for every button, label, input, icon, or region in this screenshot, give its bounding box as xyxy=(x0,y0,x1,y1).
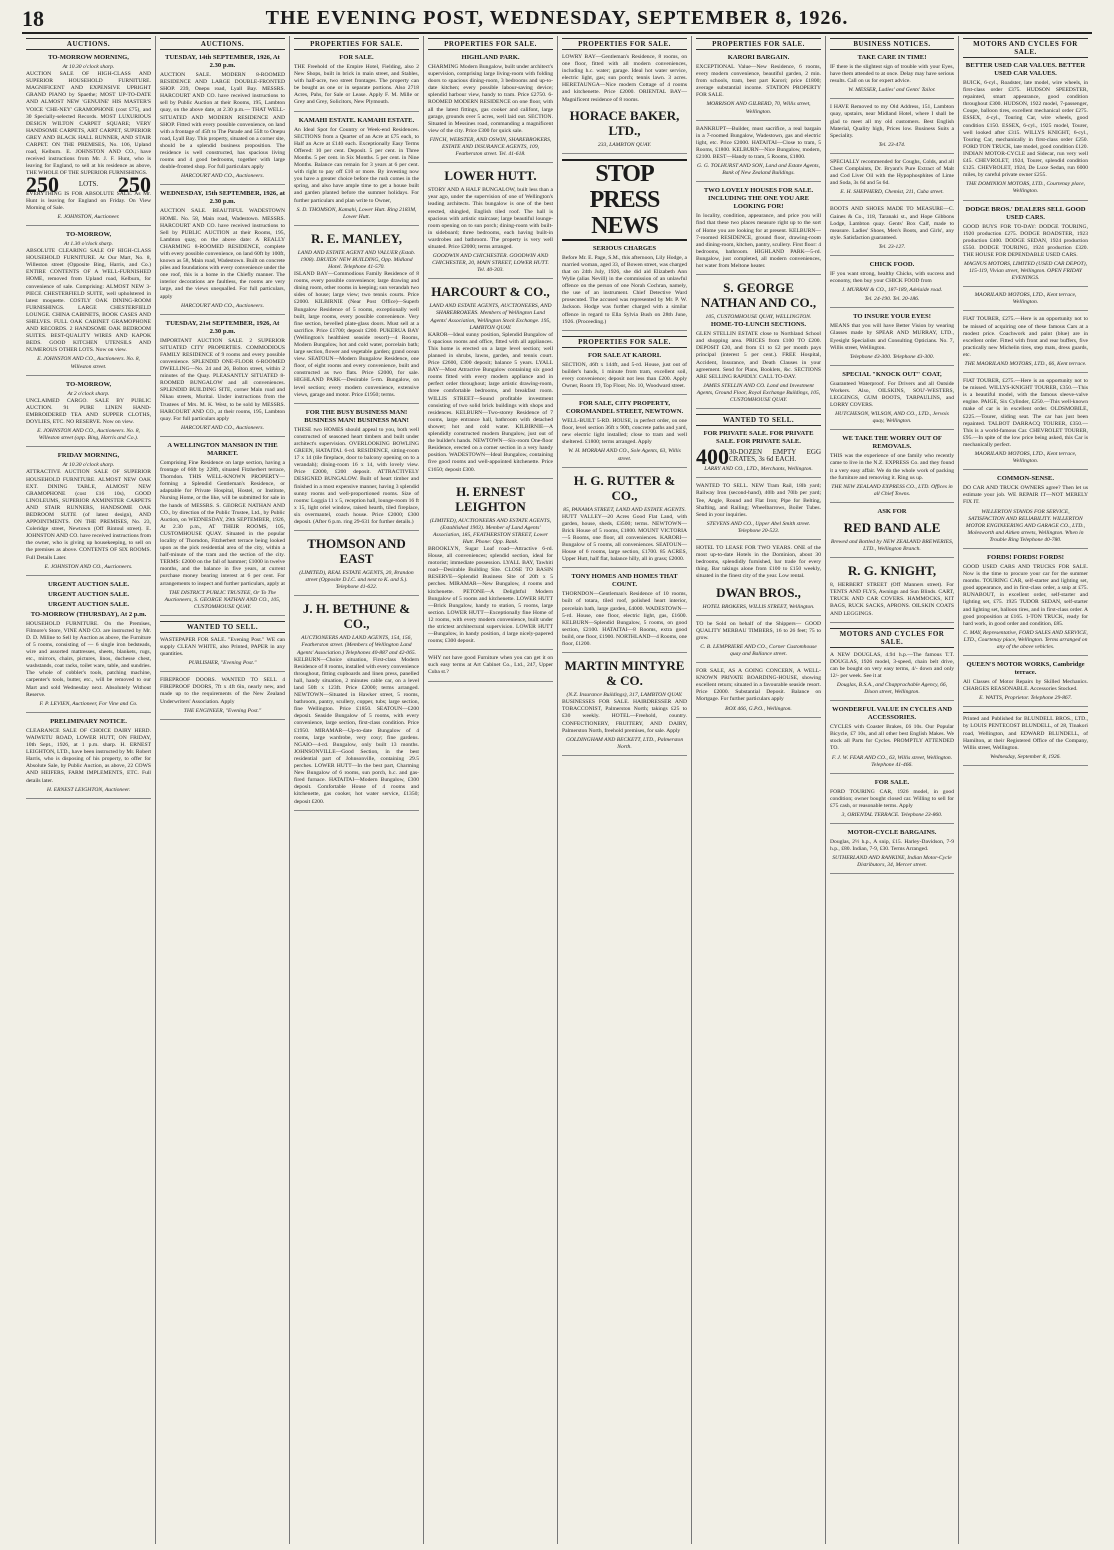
ad-body: IMPORTANT AUCTION SALE. 2 SUPERIOR SITUATED CITY PROPERTIES. COMMODIOUS FAMILY RESIDENCE of 9 rooms and every possible convenience. SPLENDID ONE-FLOOR 6-ROOMED DWELLING—No. 24 and 26, Bolton street, within 2 minutes of the Quay. PLEASANTLY SITUATED 8-ROOMED BUNGALOW and all conveniences. SPLENDID BUILDING SITE, corner Main road and Nikau streets, Muritai. Under instructions from the Trustees of Mrs. M. K. West, to be sold by MESSRS. HARCOURT AND CO., at their rooms, 195, Lambton quay. For full particulars apply xyxy=(160,337,285,422)
ad-body: Brewed and Bottled by NEW ZEALAND BREWERIES, LTD., Wellington Branch. xyxy=(830,538,954,553)
property-ad xyxy=(696,126,821,183)
agent-logo: H. ERNEST LEIGHTON xyxy=(455,483,526,514)
ad-title: FORDS! FORDS! FORDS! xyxy=(987,553,1064,561)
property-ad xyxy=(294,54,419,112)
page-number: 18 xyxy=(22,6,44,31)
ad-signature: F. J. W. FEAR AND CO., 63, Willis street, Wellington. Telephone 41-466. xyxy=(831,754,953,768)
ad-body: DO CAR AND TRUCK OWNERS agree? Then let us estimate your job. WE REPAIR IT—NOT MERELY FIX IT. xyxy=(963,485,1088,506)
column-6 xyxy=(692,36,826,1544)
ad-body: FORD TOURING CAR, 1926 model, in good condition; owner bought closed car. Willing to sell for £75 cash, or reasonable terms. Apply xyxy=(830,788,954,809)
ad-body: BANKRUPT—Builder, must sacrifice, a real bargain in a 7-roomed Bungalow, Wadestown, gas and electric light, etc. Price £2000. HATAITAI—Close to tram, 5 Rooms, £1800. KELBURN—Nice Bungalow, modern, £2100. BEST—Handy to tram, 5 Rooms, £1800. xyxy=(696,125,821,161)
ad-time: At 2 o'clock sharp. xyxy=(67,390,110,397)
ad-notice: E. JOHNSTON AND CO., have received instructions from Mr. J. F. Hunt, who is leaving for England, to sell at his residence as above, THE WHOLE OF THE SUPERIOR FURNISHINGS. xyxy=(26,149,151,177)
ad-body: WANTED TO SELL. NEW Tram Rail, 18lb yard; Railway Iron (second-hand), 40lb and 70lb per yard; Tee, Angle, Round and Flat Iron; Pipe for Belting, Shafting, and Railing; Wheelbarrows, Boiler Tubes. Send in your inquiries. xyxy=(696,483,821,518)
ad-body: BROOKLYN, Sugar Loaf road—Attractive 6-rd. House, all conveniences; splendid section, ideal for motorist; immediate possession. LYALL BAY, Tawhiti road—Desirable Building Site. CLOSE TO BASIN RESERVE—Splendid Business Site of 20ft x 5 perches. MIRAMAR—New Bungalow, 4 rooms and kitchenette. PETONE—A Delightful Modern Bungalow of 5 rooms and kitchenette. LOWER HUTT—Brick Bungalow, handy to station, 5 rooms, large section. LOWER HUTT—Exceptionally fine Home of 12 rooms, with every modern convenience, built under the strictest architectural supervision. LOWER HUTT—Bungalow, in handy position, 4 large nicely-papered rooms; £300 deposit. xyxy=(428,545,553,645)
ad-body: AUCTION SALE. BEAUTIFUL WADESTOWN HOME. No. 58, Main road, Wadestown. MESSRS. HARCOURT AND CO. have received instructions to Sell by PUBLIC AUCTION at their Rooms, 195, Lambton quay, on the above date: A REALLY CHARMING 8-ROOMED RESIDENCE, complete with every possible convenience, on land 60ft by 100ft, known as 58, Main road, Wadestown. Built on concrete piles and foundations with every convenience under the one roof, this is a home in the Chiefly manner. The interior decorations are faultless, the rooms are very large, and the views unequalled. For full particulars, apply xyxy=(160,208,285,300)
motor-ad xyxy=(963,62,1088,201)
property-ad xyxy=(562,54,687,154)
ad-body: LOWRY BAY—Gentleman's Residence, 8 rooms, on one floor, fitted with all modern conveniences, including h.c. water; garage. Ideal hot water service, electric light, gas; sun porch; tennis lawn. 3 acres. HERETAUNGA—Nice modern Cottage of 4 rooms and kitchenette. Price £2000. ORIENTAL BAY—Magnificent residence of 8 rooms. xyxy=(562,54,687,103)
ad-signature: Tel. 23-474. xyxy=(878,141,906,148)
auction-ad xyxy=(160,442,285,616)
ad-auctioneer: THE DISTRICT PUBLIC TRUSTEE, Or To The Auctioneers, S. GEORGE NATHAN AND CO., 105, CUSTOMHOUSE QUAY. xyxy=(164,589,281,610)
property-ad xyxy=(428,54,553,163)
section-heading: MOTORS AND CYCLES FOR SALE. xyxy=(963,38,1088,58)
ad-notice: E. JOHNSTON AND CO. have received instructions from the owner, who is giving up housekeeping, to sell on the premises as above. CONTENTS OF SIX ROOMS. Full Details Later. xyxy=(26,526,151,561)
business-notice xyxy=(830,563,954,622)
motor-ad xyxy=(963,378,1088,470)
ad-title: TO INSURE YOUR EYES! xyxy=(853,313,931,321)
column-4 xyxy=(424,36,558,1544)
ad-title: FOR SALE AT KARORI. xyxy=(587,351,662,359)
ad-title: TAKE CARE IN TIME! xyxy=(857,54,927,61)
section-heading: PROPERTIES FOR SALE. xyxy=(294,38,419,50)
ad-body: HOUSEHOLD FURNITURE. On the Premises, Filmore's Store, VINE AND CO. are instructed by Mr. D. D. Miline to Sell by Auction as above, the Furniture of 5 rooms, consisting of — 6 single iron bedsteads, wire and assorted mattresses, sheets, blankets, rugs, etc., mirrors, chairs, pictures, linos, duchesse chest, washstands, coat racks, toilet ware, table, and sundries. The whole of cobbler's tools, patching machine, carpenter's tools, butter, etc., will be removed to our Mart and sold Wednesday next. Absolutely Without Reserve. xyxy=(26,620,151,698)
ad-auctioneer: E. JOHNSTON AND CO., Auctioneers. No. 8, Willeston street. xyxy=(37,356,140,370)
ad-body: HOTEL TO LEASE FOR TWO YEARS. ONE of the most up-to-date Hotels in the Dominion, about 30 bedrooms, splendidly furnished, bar trade for every thing. Bar takings alone from £100 to £150 weekly, situated in the finest city of the year. Low rental. xyxy=(696,545,821,580)
property-ad xyxy=(696,187,821,275)
property-ad xyxy=(562,573,687,653)
ad-signature: MAGNUS MOTORS, LIMITED (USED CAR DEPOT), 115-119, Vivian street, Wellington. OPEN FRIDAY EVENINGS. xyxy=(963,260,1088,282)
ad-auctioneer: HARCOURT AND CO., Auctioneers. xyxy=(181,173,264,180)
ad-signature: Tel. 23-127. xyxy=(878,243,906,250)
auction-ad xyxy=(160,54,285,185)
ad-title: FOR PRIVATE SALE. FOR PRIVATE SALE. FOR PRIVATE SALE. xyxy=(703,430,814,446)
column-7 xyxy=(826,36,959,1544)
ad-signature: JAMES STELLIN AND CO. Land and Investment Agents, Ground Floor, Royal Exchange Buildings, 105, CUSTOMHOUSE QUAY. xyxy=(696,382,821,403)
ad-heading: LOWER HUTT. xyxy=(444,168,537,184)
ad-note: EVERYTHING IS FOR ABSOLUTE SALE. As Mr. Hunt is leaving for England on Friday. On View Morning of Sale. xyxy=(26,190,151,211)
ad-title: FOR SALE, CITY PROPERTY, COROMANDEL STREET, NEWTOWN. xyxy=(565,400,684,416)
ad-body: BUSINESSES FOR SALE. HAIRDRESSER AND TOBACCONIST, Palmerston North; takings £25 to £30 weekly. HOTEL—Freehold, country. CONFECTIONERY, FRUITERY, AND DAIRY, Palmerston North, freehold premises, for sale. Apply xyxy=(562,699,687,734)
section-heading: PROPERTIES FOR SALE. xyxy=(428,38,553,50)
agent-logo: J. H. BETHUNE & CO., xyxy=(302,601,411,632)
property-ad xyxy=(696,54,821,121)
ad-body: THIS was the experience of one family who recently came to live in the N.Z. EXPRESS Co. and they found it a very easy affair. We do the whole work of packing the furniture and removing it. Ring us up. xyxy=(830,453,954,481)
ad-title: FOR THE BUSY BUSINESS MAN! BUSINESS MAN! BUSINESS MAN! xyxy=(304,408,409,424)
brand-logo: RED BAND ALE xyxy=(843,519,941,535)
ad-signature: THE DOMINION MOTORS, LTD., Courtenay place, Wellington. xyxy=(966,181,1085,195)
business-notice xyxy=(830,435,954,503)
agent-details: 105, CUSTOMHOUSE QUAY, WELLINGTON. xyxy=(705,314,812,321)
ad-title: QUEEN'S MOTOR WORKS, Cambridge terrace. xyxy=(966,661,1085,677)
column-5 xyxy=(558,36,692,1544)
ad-body: SECTION, 46ft x 144ft, and 5-rd. House, just out of builder's hands, 1 minute from tram, excellent soil, every convenience; deposit not less than £200. Apply Owner, Room 19, Top Floor, No. 10, Woodward street. xyxy=(562,361,687,389)
crate-count: 400 xyxy=(696,443,729,469)
property-ad xyxy=(562,658,687,756)
ad-signature: FINCH, WEBSTER, AND OSWIN, SHAREBROKERS, ESTATE AND INSURANCE AGENTS, 109, Featherston street. Tel. 41-618. xyxy=(429,136,552,158)
property-ad xyxy=(294,117,419,226)
property-ad xyxy=(562,473,687,569)
ad-body: Douglas, 2½ h.p., A snip, £15. Harley-Davidson, 7-9 h.p., £80. Indian, 7-9, £30. Terms Arranged. xyxy=(830,839,954,853)
stop-press-banner: STOP PRESS NEWS xyxy=(562,159,687,241)
ad-signature: THE ENGINEER, "Evening Post." xyxy=(183,707,262,714)
column-2 xyxy=(156,36,290,1544)
ad-auctioneer: H. ERNEST LEIGHTON, Auctioneer. xyxy=(46,786,131,793)
agent-logo: DWAN BROS., xyxy=(716,584,801,600)
ad-body: EXCEPTIONAL Value—New Residence, 6 rooms, every modern convenience, beautiful garden, 2 min. from schools, tram, best part Karori; price £1800; average substantial income. STATION PROPERTY FOR SALE. xyxy=(696,64,821,99)
ad-title: SPECIAL "KNOCK OUT" COAT, xyxy=(842,370,942,378)
ad-title: TWO LOVELY HOUSES FOR SALE. INCLUDING THE ONE YOU ARE LOOKING FOR! xyxy=(703,187,814,211)
ad-signature: C. B. LEMPRIERE AND CO., Corner Customhouse quay and Ballance street. xyxy=(700,643,817,657)
ad-title: BETTER USED CAR VALUES. BETTER USED CAR VALUES. xyxy=(965,62,1086,77)
ad-signature: HUTCHESON, WILSON, AND CO., LTD., Jervois quay, Wellington. xyxy=(835,411,949,425)
ad-body: THESE two HOMES should appeal to you, both well constructed of seasoned heart timbers and built under architect's supervision. OVERLOOKING BOWLING GREEN, HATAITAI. 6-rd. RESIDENCE, sitting-room 17 x 14 (tile fireplace, door to balcony opening on to a verandah); dining-room 16 x 14, with lovely view. Price £2000, £200 deposit. ATTRACTIVELY DESIGNED BUNGALOW. Built of heart timber and finished in a most expensive manner, having 3 splendid sunny rooms and well-proportioned rooms. Size of rooms: Loggia 11 x 5, reception hall, lounge-room 16 ft x 15, light oriel window, raised hearth, tiled fireplace, six overmantel, coach house. Price £2000; £300 deposit. (After 6 p.m. ring 29-631 for further details.) xyxy=(294,426,419,525)
ad-body: A NEW DOUGLAS, 4.94 h.p.—The famous T.T. DOUGLAS, 1926 model, 3-speed, chain belt drive, can be bought on very easy terms, 4/- down and only 12/- per week. See it at xyxy=(830,651,954,679)
agent-details: AUCTIONEERS AND LAND AGENTS, 154, 156, Featherston street. (Members of Wellington Land Agents' Association.) Telephones 40-887 and 42-065. xyxy=(296,635,417,656)
lots-count-right: 250 xyxy=(118,171,151,197)
property-ad xyxy=(294,409,419,531)
auction-ad xyxy=(26,54,151,226)
motor-ad xyxy=(963,206,1088,288)
section-heading: AUCTIONS. xyxy=(26,38,151,50)
motor-ad xyxy=(830,829,954,874)
ad-body: GOOD USED CARS AND TRUCKS FOR SALE. Now is the time to procure your car for the summer months. TOURING CAR, self-starter and lighting set, good appearance, and in first-class order, a snip at £75. RUNABOUT, in excellent order, self-starter and lighting set, £75. 1925 TUDOR SEDAN, self-starter and lighting set, balloon tires, and in first-class order. A good proposition at £165. 1-TON TRUCK, ready for hard work, in good order and condition, £85. xyxy=(963,563,1088,627)
ad-title: A WELLINGTON MANSION IN THE MARKET. xyxy=(167,441,278,457)
agent-details: LAND AND ESTATE AGENTS, AUCTIONEERS, AND SHAREBROKERS. Members of Wellington Land Agents' Association, Wellington Stock Exchange. 195, LAMBTON QUAY. xyxy=(429,303,552,331)
auction-ad xyxy=(26,452,151,575)
ad-signature: Douglas, B.S.A., and Chapprachable Agency, 66, Dixon street, Wellington. xyxy=(836,681,948,696)
section-heading: PROPERTIES FOR SALE. xyxy=(562,38,687,50)
story-headline: SERIOUS CHARGES xyxy=(592,244,657,252)
ad-title: WEDNESDAY, 15th SEPTEMBER, 1926, at 2.30 p.m. xyxy=(160,190,285,206)
classified-ad xyxy=(428,655,553,681)
masthead xyxy=(22,6,1092,34)
ad-body: WELL-BUILT 5-RD. HOUSE, in perfect order, on one floor, level section 36ft x 90ft, concrete paths and yard, new electric light installed; close to tram and well sheltered. £1800; terms arranged. Apply xyxy=(562,418,687,446)
ad-body: Guaranteed Waterproof. For Drivers and all Outside Workers. Also, OILSKINS, SOU'-WESTERS, LEGGINGS, GUM BOOTS, TARPAULINS, and LORRY COVERS. xyxy=(830,380,954,409)
ad-signature: S. D. THOMSON, Kamahi, Lower Hutt. Ring 2183M, Lower Hutt. xyxy=(296,206,417,220)
auction-ad xyxy=(160,190,285,314)
motor-ad xyxy=(830,706,954,774)
ad-signature: W. H. MORRAH AND CO., Sole Agents, 63, Willis street. xyxy=(568,448,681,462)
ad-body: GLEN STELLIN ESTATE close to Northland School and shopping area. PRICES from £100 TO £200. DEPOSIT £20, and from £1 to £2 per month pays principal (interest 5 per cent.). FREE Hospital, Accident, Insurance, and Death Clauses in your agreement. Send for Plans, Booklets, &c. SECTIONS ARE SELLING RAPIDLY. CALL TO-DAY. xyxy=(696,331,821,380)
newspaper-title: THE EVENING POST, WEDNESDAY, SEPTEMBER 8, 1926. xyxy=(265,7,849,29)
ad-body: MEANS that you will have Better Vision by wearing Glasses made by SPEAR AND MURRAY, LTD., Eyesight Specialists and Consulting Opticians. No. 7, Willis street, Wellington. xyxy=(830,323,954,351)
ad-body: THE Freehold of the Empire Hotel, Fielding, also 2 New Shops, built in brick in main street, and Stables, with half-acre, two street frontages. The property can be bought as one or in separate portions. Also 2718 Acres, Pahs, for Sale or Lease. Apply F. M. Mille or Grey and Grey, Solicitors, New Plymouth. xyxy=(294,64,419,106)
motor-ad xyxy=(963,554,1088,656)
ad-signature: WILLERTON STANDS FOR SERVICE, SATISFACTION AND RELIABILITY. WILLERTON MOTOR ENGINEERING AND GARAGE CO., LTD., Molesworth and Aitken streets, Wellington. When in Trouble Ring Telephone 40-780. xyxy=(965,508,1086,543)
property-ad xyxy=(294,601,419,810)
ad-signature: SUTHERLAND AND RANKINE, Indian Motor-Cycle Distributors, 34, Mercer street. xyxy=(832,855,952,869)
ad-body: BUICK, 6-cyl., Roadster, late model, wire wheels, in first-class order £375. HUDSON SPEEDSTER, repainted, smart appearance, good condition throughout £300. HUDSON, 1922 model, 7-passenger, Coupe, balloon tires, excellent mechanical order £275. ESSEX, 4-cyl., Touring Car, wire wheels, good condition £150. ESSEX, 6-cyl., 1925 model, Tourer, well looked after £315. WILLYS KNIGHT, 6-cyl., Touring Car, mechanically in first-class order £250. FORD TON TRUCK, late model, good condition £120. INDIAN MOTOR-CYCLE and Sidecar, run very well £45. CHEVROLET, 1924, Tourer, splendid condition £125. CHEVROLET, 1924, De Luxe Sedan, run 6000 miles, by careful private owner £255. xyxy=(963,80,1088,179)
ad-auctioneer: HARCOURT AND CO., Auctioneers. xyxy=(181,302,264,309)
agent-logo: THOMSON AND EAST xyxy=(307,536,406,567)
ad-signature: G. G. TOLHURST AND SON, Land and Estate Agents, Bank of New Zealand Buildings. xyxy=(697,163,820,177)
classified-ad xyxy=(696,545,821,616)
section-heading: MOTORS AND CYCLES FOR SALE. xyxy=(830,628,954,648)
ad-signature: 3, ORIENTAL TERRACE. Telephone 23-860. xyxy=(841,812,943,818)
ad-signature: J. MURRAY & CO., 187-189, Adelaide road. xyxy=(841,287,943,294)
ad-title: HIGHLAND PARK. xyxy=(461,54,520,61)
ad-title: TONY HOMES AND HOMES THAT COUNT. xyxy=(571,573,678,589)
classified-ad xyxy=(696,430,821,478)
ad-title: FRIDAY MORNING, xyxy=(57,452,120,460)
business-notice xyxy=(830,104,954,154)
ad-body: In locality, condition, appearance, and price you will find that these two places measure right up to the sort of Home you are looking for at present. KELBURN—7-roomed RESIDENCE, ground floor, drawing-room and dining-room, kitchen, pantry, scullery. First floor: 4 bedrooms, bathroom. HIGHLAND PARK—5-rd. Bungalow, just completed, all modern conveniences, hot water from Meltone heater. xyxy=(696,213,821,269)
story-body: Before Mr. E. Page, S.M., this afternoon, Lily Hodge, a married woman, aged 33, of Bowen street, was charged that on 24th July, 1926, she did aid Elizabeth Ann Wylie (alias Nevill) in the commission of an unlawful offence on the person of one Norah Cochran, namely, the use of an instrument. Chief Detective Ward prosecuted. The accused was represented by Mr. P. W. Jackson. Hodge was further charged with a similar offence in regard to Ella Sylvia Bush on 28th June, 1926. (Proceeding.) xyxy=(562,254,687,325)
ad-body: Comprising Fine Residence on large section, having a frontage of 66ft by 228ft, situated Fitzherbert terrace, Thorndon. THIS WELL-KNOWN PROPERTY—forming a Splendid Gentleman's Residence, or adaptable for Private Hospital, Hostel, or Institute, Nursing Home, or the like, will be submitted for sale in the hands of MESSRS. S. GEORGE NATHAN AND CO., by direction of the Public Trustee, Ltd., by Public Auction, on WEDNESDAY, 29th SEPTEMBER, 1926, At 2.30 p.m., AT THEIR ROOMS, 105, CUSTOMHOUSE QUAY. Situated in the popular locality of Thorndon, Fitzherbert terrace being looked upon as the pick residential area of the city, within a half-minute of the tram and the section of the city. TERMS: £2000 on the fall of hammer; £1000 in twelve months, and the balance in five years, at current purchase money bearing interest at 6 per cent. For arrangements to inspect and further particulars, apply at xyxy=(160,459,285,587)
ad-title: WONDERFUL VALUE IN CYCLES AND ACCESSORIES. xyxy=(832,706,952,722)
ad-body: HUTT VALLEY—20 Acres Good Flat Land, with garden, house, sheds, £3500; terms. NEWTOWN—Brick House of 5 rooms, £1800. MOUNT VICTORIA—5 Rooms, one floor, all conveniences. KARORI—Bungalow of 5 rooms, all conveniences. SEATOUN—House of 6 rooms, large section, £1700. 85 ACRES, Upper Hutt, half flat, balance hilly, all in grass; £2000. xyxy=(562,513,687,563)
ad-body: 8, HERBERT STREET (Off Manners street). For TENTS AND FLYS, Awnings and Sun Blinds. CART, TRUCK AND CAR COVERS. HAMMOCKS, KIT BAGS, RUCK SACKS, APRONS. OILSKIN COATS AND LEGGINGS. xyxy=(830,582,954,617)
property-ad xyxy=(428,168,553,279)
ad-signature: MORRISON AND GILBERD, 70, Willis street, Wellington. xyxy=(706,101,811,115)
crate-banner xyxy=(696,443,821,469)
classified-ad xyxy=(160,637,285,672)
ad-body: An Ideal Spot for Country or Week-end Residences. SECTIONS from a Quarter of an Acre at £75 each, to Half an Acre at £140 each. Exceptionally Easy Terms Offered: 10 per cent. Deposit. 5 per cent. in Three Months. 5 per cent. in Six Months. 5 per cent. in Nine Months. Balance can remain for 3 years at 6 per cent. with right to pay off £10 or more. By investing now you have a greater choice before the rush comes in the spring, and also have ample time to get a house built and garden planted before the summer holidays. For further particulars and plan write to Owner, xyxy=(294,126,419,204)
ad-signature: THE NEW ZEALAND EXPRESS CO., LTD. Offices in all Chief Towns. xyxy=(831,483,953,497)
agent-logo: H. G. RUTTER & CO., xyxy=(573,472,676,503)
ad-title: WE TAKE THE WORRY OUT OF REMOVALS. xyxy=(842,435,942,451)
ad-body: ISLAND BAY—Commodious Family Residence of 8 rooms, every possible convenience; large drawing and dining room, other rooms in keeping; sun verandah two sides of house; large view; two tennis courts. Price £2000. KILBIRNIE (Near Post Office)—Superb Bungalow Residence of 5 rooms, exceptionally well built, large rooms, every possible convenience. Very fine section, bevelled plate-glass doors. Must sell at a sacrifice. Price £1700; deposit £200. PUKERUA BAY (Wellington's healthiest seaside resort)—4 Rooms, Modern Bungalow, hot and cold water, porcelain bath; large section, flower and vegetable garden; grand ocean view. SEATOUN—Modern Bungalow Residence, one floor, of eight rooms and every convenience, built and constructed as two flats. Price £2000, for sale. HIGHLAND PARK—Desirable 5-rm. Bungalow, on level section; every modern convenience, extensive views, garage and motor. Price £1950; terms. xyxy=(294,271,419,398)
ad-auctioneer: E. JOHNSTON AND CO., Auctioneers. xyxy=(44,563,133,570)
auction-ad xyxy=(160,320,285,437)
agent-logo: HARCOURT & CO., xyxy=(431,284,550,300)
ad-body: THORNDON—Gentleman's Residence of 10 rooms, built of totara, tiled roof, polished heart interior, porcelain bath, large garden, £4000. WADESTOWN—5-rd. House, one floor, electric light, gas, £1600. KELBURN—Splendid Bungalow, 5 rooms, on good section, £2100. HATAITAI—8 Rooms, extra good build, one floor, £1900. NORTHLAND—4 Rooms, one floor, £1200. xyxy=(562,591,687,648)
section-heading: PROPERTIES FOR SALE. xyxy=(696,38,821,50)
ad-body: FIREPROOF DOORS. WANTED TO SELL 4 FIREPROOF DOORS, 7ft x 4ft 6in, nearly new, and made up to the requirements of the New Zealand Underwriters' Association. Apply xyxy=(160,677,285,705)
agent-logo: HORACE BAKER, LTD., xyxy=(569,107,680,138)
property-ad xyxy=(294,536,419,596)
ad-time: At 10.30 o'clock sharp. xyxy=(62,64,115,70)
agent-logo: MARTIN MINTYRE & CO. xyxy=(564,658,685,689)
ad-time: At 10.30 o'clock sharp. xyxy=(62,462,115,469)
business-notice xyxy=(830,159,954,201)
motor-ad xyxy=(963,292,1088,311)
ad-body: FOR SALE, AS A GOING CONCERN, A WELL-KNOWN PRIVATE BOARDING-HOUSE, showing excellent return; situated in a favourable seaside resort. Price £2000. Substantial Deposit. Balance on Mortgage. For further particulars apply xyxy=(696,668,821,703)
ad-body: WHY not have good Furniture when you can get it on such easy terms at Art Cabinet Co., Ltd., 247, Upper Cuba st.? xyxy=(428,655,553,676)
lots-count-left: 250 xyxy=(26,171,59,197)
ad-signature: GOODWIN AND CHICHESTER. GOODWIN AND CHICHESTER, 20, MAIN STREET, LOWER HUTT. Tel. 40-303. xyxy=(432,253,549,274)
ad-title: TO-MORROW, xyxy=(65,380,112,388)
motor-ad xyxy=(963,316,1088,373)
ad-body: ABSOLUTE CLEARING SALE OF HIGH-CLASS HOUSEHOLD FURNITURE. At Our Mart, No. 8, Willeston street (Opposite Bing, Harris, and Co.) ENTIRE CONTENTS OF A WELL-FURNISHED HOME, removed from Upland road, Kelburn, for convenience of sale. Comprising: ALMOST NEW 3-PIECE CHESTERFIELD SUITE, well upholstered in latest moquette. COSTLY OAK DINING-ROOM FURNISHINGS. LARGE CHESTERFIELD LOUNGE. CHINA CABINETS, BOOK CASES AND SHELVES. FULL OAK CABINET GRAMOPHONE AND RECORDS. 2 HANDSOME OAK BEDROOM SUITES. BEST-QUALITY WIRES AND KAPOK BEDS. GOOD KITCHEN UTENSILS AND NUMEROUS OTHER LOTS. Now on view. xyxy=(26,248,151,354)
business-notice xyxy=(830,313,954,365)
brand-logo: R. G. KNIGHT, xyxy=(847,563,937,579)
ad-body: STORY AND A HALF BUNGALOW, built less than a year ago, under the supervision of one of Wellington's leading architects. This bungalow is one of the best erected, shingled, English tiled roof. The hall is spacious with artistic staircase; large beautiful lounge-room opening on to sun porch; dining-room with built-in sideboard; three bedrooms, each having built-in wardrobes and bathroom. The property is very well situated. Price £2000; terms arranged. xyxy=(428,187,553,250)
ad-title: PRELIMINARY NOTICE. xyxy=(50,717,127,725)
classified-ad xyxy=(696,483,821,540)
ad-title: TO-MORROW (THURSDAY), At 2 p.m. xyxy=(30,610,147,618)
imprint-text: Printed and Published for BLUNDELL BROS., LTD., by LOUIS PENTECOST BLUNDELL, of 28, Tinakori road, Wellington, and EDWARD BLUNDELL, of Hamilton, at their Registered Office of the Company, Willis street, Wellington. xyxy=(963,716,1088,751)
ad-auctioneer: F. P. LEVIEN, Auctioneer, For Vine and Co. xyxy=(39,700,138,707)
stop-press-story xyxy=(562,245,687,331)
urgent-line: URGENT AUCTION SALE. xyxy=(47,590,130,598)
ad-title: HOME-TO-LUNCH SECTIONS. xyxy=(710,321,807,329)
ad-signature: E. WATTS, Proprietor. Telephone 29-867. xyxy=(979,695,1072,702)
business-notice xyxy=(830,508,954,558)
column-3 xyxy=(290,36,424,1544)
ad-title: FOR SALE. xyxy=(874,778,910,786)
section-heading: PROPERTIES FOR SALE. xyxy=(562,336,687,348)
lots-banner xyxy=(26,171,151,197)
auction-ad xyxy=(26,381,151,448)
ad-signature: MAORILAND MOTORS, LTD., Kent terrace, Wellington. xyxy=(974,451,1077,465)
ad-title: KARORI BARGAIN. xyxy=(727,54,790,61)
ad-telephone: Tel. 24-190. Tel. 20-186. xyxy=(864,296,920,303)
column-1 xyxy=(22,36,156,1544)
agent-details: 85, PANAMA STREET, LAND AND ESTATE AGENTS. xyxy=(563,506,686,513)
ad-body: IF there is the slightest sign of trouble with your Eyes, have them attended to at once. Delay may have serious results. Call on us for expert advice. xyxy=(830,64,954,85)
ad-title: TO-MORROW MORNING, xyxy=(48,54,129,61)
ad-signature: STEVENS AND CO., Upper Abel Smith street. Telephone 20-523. xyxy=(706,520,811,534)
ad-title: FOR SALE. xyxy=(339,54,374,61)
business-notice xyxy=(830,371,954,431)
ad-body: TO be Sold on behalf of the Shippers— GOOD QUALITY MERBAU TIMBERS, 16 to 26 feet; 75 to grow. xyxy=(696,620,821,641)
agent-details: HOTEL BROKERS, WILLIS STREET, Wellington. xyxy=(702,603,815,610)
property-ad xyxy=(428,284,553,478)
ad-body: KAROR—Ideal sunny position, Splendid Bungalow of 6 spacious rooms and office, fitted with all appliances. This home is erected on a large level section; well planned in shrubs, lawns, garden, and tennis court. Price £2600, £300 deposit; balance 5 years. LYALL BAY—Most Attractive Bungalow containing six good rooms fitted with every modern appliance and in perfect order throughout; large artistic drawing-room, three comfortable bedrooms, and breakfast room. WILLIS STREET—Sound profitable investment consisting of two solid brick buildings with shops and residences. KELBURN—Two-storey Residence of 7 rooms, large entrance hall, bathroom with detached shower; hot and cold water. KILBIRNIE—A splendidly constructed modern Bungalow, just out of the builder's hands. NEWTOWN—Six-room One-floor Residence, erected on a corner section in a very handy position. WADESTOWN—Ideal Bungalow, containing five good rooms and well-appointed kitchenette. Price £1650; deposit £300. xyxy=(428,331,553,473)
auction-ad xyxy=(26,231,151,376)
business-notice xyxy=(830,54,954,99)
section-heading: WANTED TO SELL. xyxy=(696,414,821,426)
printer-imprint xyxy=(963,712,1088,766)
ad-title: KAMAHI ESTATE. KAMAHI ESTATE. xyxy=(298,116,415,124)
ad-body: BOOTS AND SHOES MADE TO MEASURE—C. Gaines & Co., 118, Taranaki st., and Hope Gibbons Lodge, Lambton quay. Gents' Box Calf, made to measure. Ladies' Shoes, Men's Boots, and Girls', any style. Satisfaction guaranteed. xyxy=(830,206,954,241)
classified-ad xyxy=(160,677,285,719)
crate-description: 30-DOZEN EMPTY EGG CRATES, 3s 6d EACH. xyxy=(729,448,821,464)
ad-title: TUESDAY, 21st SEPTEMBER, 1926, At 2.30 p.m. xyxy=(165,319,280,335)
ad-body: IF you want strong, healthy Chicks, with success and economy, then buy your CHICK FOOD from xyxy=(830,270,954,285)
business-notice xyxy=(830,261,954,308)
ad-signature: W. MESSER, Ladies' and Gents' Tailor. xyxy=(848,87,936,94)
agent-logo: S. GEORGE NATHAN AND CO., xyxy=(700,280,817,311)
agent-details: 233, LAMBTON QUAY. xyxy=(597,141,652,148)
ad-title: TO-MORROW, xyxy=(65,230,112,238)
ad-signature: C. MAY, Representative, FORD SALES AND SERVICE, LTD., Courtenay place, Wellington. Terms arranged on any of the above vehicles. xyxy=(963,629,1088,650)
ad-title: MOTOR-CYCLE BARGAINS. xyxy=(847,829,937,837)
property-ad xyxy=(294,231,419,404)
urgent-line: URGENT AUCTION SALE. xyxy=(47,600,130,608)
ad-body: CHARMING Modern Bungalow, built under architect's supervision, comprising large living-room with folding doors to spacious dining-room, 3 bedrooms and up-to-date kitchen; every possible labour-saving device; splendid harbour view, handy to tram. Price £2750. 6-ROOMED MODERN RESIDENCE on one floor, with all the latest fittings, gas cooker and califont, large garage, grounds over 5 acres, well laid out. SECTION. Situated in Messines road, commanding a magnificent view of the city. Price £300 for quick sale. xyxy=(428,64,553,134)
ad-title: DODGE BROS.' DEALERS SELL GOOD USED CARS. xyxy=(965,205,1086,221)
classified-ad xyxy=(696,621,821,663)
motor-ad xyxy=(963,661,1088,707)
ad-signature: BOX 466, G.P.O., Wellington. xyxy=(725,705,792,712)
lots-label: LOTS. xyxy=(78,179,99,188)
ad-telephone: Telephone 43-300. Telephone 43-300. xyxy=(849,353,935,360)
ad-body: FIAT TOURER, £275.—Here is an opportunity not to be missed of acquiring one of these famous Cars at a modest price. Coachwork and paint (blue) are in excellent order. Fitted with front and rear buffers, five practically new Michelin tires, step mats, dress guards, etc. xyxy=(963,316,1088,358)
property-ad xyxy=(428,484,553,651)
ad-auctioneer: E. JOHNSTON, Auctioneer. xyxy=(57,213,120,220)
ad-body: CLEARANCE SALE OF CHOICE DAIRY HERD. WAIWETU ROAD, LOWER HUTT, ON FRIDAY, 10th Sept., 1926, at 1 p.m. sharp. H. ERNEST LEIGHTON, LTD., have been instructed by Mr. Robert Harris, who is disposing of his property, to offer for Absolute Sale, by Public Auction, as above, 22 COWS AND HEIFERS, FARM IMPLEMENTS, ETC. Full details later. xyxy=(26,727,151,784)
classified-ad xyxy=(696,668,821,718)
ad-title: CHICK FOOD. xyxy=(869,260,915,268)
ad-signature: THE MAORILAND MOTORS, LTD., 66, Kent terrace. xyxy=(964,361,1087,367)
property-ad xyxy=(696,280,821,409)
motor-ad xyxy=(830,652,954,702)
ad-signature: LARRY AND CO., LTD., Merchants, Wellington. xyxy=(704,466,813,473)
ad-body: GOOD BUYS FOR TO-DAY: DODGE TOURING, 1920 production £275. DODGE ROADSTER, 1923 production £400. DODGE SEDAN, 1924 production £550. DODGE TOURING, 1924 production £320. THE HOUSE FOR DEPENDABLE USED CARS. xyxy=(963,223,1088,258)
ad-body: SPECIALLY recommended for Coughs, Colds, and all Chest Complaints, Dr. Bryant's Pure Extract of Malt and Cod Liver Oil with the Hypophosphites of Lime and Soda, 3s 6d and 5s 6d. xyxy=(830,158,954,187)
ad-signature: MAORILAND MOTORS, LTD., Kent terrace, Wellington. xyxy=(974,292,1077,306)
ad-time: At 1.30 o'clock sharp. xyxy=(64,240,113,247)
ad-body: UNCLAIMED CARGO. SALE BY PUBLIC AUCTION. 91 PURE LINEN HAND-EMBROIDERED TEA AND SUPPER CLOTHS, DOYLIES, ETC. NO RESERVE. Now on view. xyxy=(26,397,151,426)
ad-body: WASTEPAPER FOR SALE. "Evening Post." WE can supply CLEAN WHITE, also Printed, PAPER in any quantities. xyxy=(160,636,285,658)
property-ad xyxy=(562,400,687,468)
section-heading: AUCTIONS. xyxy=(160,38,285,50)
ad-body: KELBURN—Choice situation, First-class Modern Residence of 8 rooms, installed with every convenience throughout, fitting cupboards and linen press, panelled hall, handy situation, 2 minutes cable car, on a level land 50ft x 123ft. Price £2000; terms arranged. NEWTOWN—Situated in Hawker street, 5 rooms, bathroom, pantry, scullery, copper, tubs; large section, fine Wellington. Price £1850. SEATOUN—£200 deposit. Seaside Bungalow of 5 rooms, with every convenience, large section, first-class condition. Price £1950. MIRAMAR—Up-to-date Bungalow of 4 rooms, large wardrobe, very cosy; fine gardens. NGAIO—4-rd. Bungalow, only built 13 months. JOHNSONVILLE—Good Section, in the best residential part of Johnsonville, containing 29.5 perches. LOWER HUTT—In the best part, Charming New Bungalow of 6 rooms, sun porch, h.c. and gas-fired furnace. HATAITAI—Modern Bungalow, £300 deposit. Comfortable House of 4 rooms and kitchenette, gas cooker, hot water service, £1350; deposit £200. xyxy=(294,656,419,805)
ad-auctioneer: E. JOHNSTON AND CO., Auctioneers. No. 8, Willeston street (opp. Bing, Harris and Co.). xyxy=(37,428,140,442)
ad-body: AUCTION SALE OF HIGH-CLASS AND SUPERIOR HOUSEHOLD FURNITURE. MAGNIFICENT AND EXPENSIVE UPRIGHT GRAND PIANO by Spaethe; MOST UP-TO-DATE AND ALMOST NEW 'GENUINE' HIS MASTER'S VOICE 'CHE-NEY' GRAMOPHONE (cost £75), and 30 Specially-selected Records. MOST LUXURIOUS DESIGN WILTON CARPET SQUARE; VERY HANDSOME CARPETS, ART CARPET, SUPERIOR GREY AND BLACK HALL RUNNER, AND STAIR CARPET. ON THE PREMISES, No. 106, Upland road, Kelburn. xyxy=(26,71,151,156)
agent-details: LAND AND ESTATE AGENT AND VALUER (Estab. 1908). DRUIDS' NEW BUILDING, Opp. Midland Hotel. Telephone 41-570. xyxy=(297,249,416,270)
agent-details: (N.Z. Insurance Buildings), 317, LAMBTON QUAY. xyxy=(566,692,683,699)
column-8 xyxy=(959,36,1092,1544)
property-ad xyxy=(562,352,687,395)
motor-ad xyxy=(830,779,954,824)
ad-signature: E. H. SHEPHERD, Chemist, 211, Cuba street. xyxy=(840,189,944,196)
ad-title: COMMON-SENSE. xyxy=(997,475,1054,483)
ad-body: CYCLES with Coaster Brakes, £6 10s. Our Popular Bicycle, £7 10s, and all other best English Makes. We stock all Parts for Cycles. PROMPTLY ATTENDED TO. xyxy=(830,724,954,752)
agent-details: (LIMITED), AUCTIONEERS AND ESTATE AGENTS, (Established 1903). Member of Land Agents' Association, 185, FEATHERSTON STREET, Lower Hutt. Phone: Opp. Bank. xyxy=(429,517,552,545)
ad-body: All Classes of Motor Repairs by Skilled Mechanics. CHARGES REASONABLE. Accessories Stocked. xyxy=(963,679,1088,693)
ad-auctioneer: HARCOURT AND CO., Auctioneers. xyxy=(181,424,264,431)
business-notice xyxy=(830,206,954,256)
agent-details: (LIMITED), REAL ESTATE AGENTS, 20, Brandon street (Opposite D.I.C. and next to K. and S.). Telephone 41-622. xyxy=(299,570,414,591)
imprint-date: Wednesday, September 8, 1926. xyxy=(990,753,1061,760)
urgent-line: URGENT AUCTION SALE. xyxy=(47,580,130,588)
agent-logo: R. E. MANLEY, xyxy=(311,230,402,246)
ad-body: AUCTION SALE. MODERN 8-ROOMED RESIDENCE AND LARGE DOUBLE-FRONTED SHOP. 239, Onepu road, Lyall Bay. MESSRS. HARCOURT AND CO. have received instructions to sell by Public Auction at their Rooms, 195, Lambton quay, on the above date, at 2.30 p.m.— THAT WELL-SITUATED AND MODERN RESIDENCE AND SHOP. Fitted with every possible convenience, on land with a frontage of 45ft to The Parade and 55ft to Onepu road, Lyall Bay. This property, situated on a corner site, should be a splendid business proposition. The residence is well constructed, has spacious living rooms and 4 good bedrooms, together with large double-fronted shop. For full particulars apply xyxy=(160,72,285,171)
ad-body: ATTRACTIVE AUCTION SALE OF SUPERIOR HOUSEHOLD FURNITURE. ALMOST NEW OAK EXT. DINING TABLE, ALMOST NEW GRAMOPHONE (cost £16 10s), GOOD LINOLEUMS, SUPERIOR AXMINSTER CARPETS AND STAIR RUNNERS, HANDSOME OAK BEDROOM SUITE (of latest design), AND APPOINTMENTS. ON THE PREMISES, No. 23, Coleridge street, Newtown (Off Rintoul street). xyxy=(26,469,151,533)
ad-signature: GOLDINGHAM AND BECKETT, LTD., Palmerston North. xyxy=(565,736,684,750)
auction-ad xyxy=(26,581,151,713)
motor-ad xyxy=(963,475,1088,549)
ad-body: FIAT TOURER, £275.—Here is an opportunity not to be missed. WILLYS-KNIGHT TOURER, £350.—This is a beautiful model, with the famous sleeve-valve engine. PAIGE, Six Cylinder, £250.—This well-known make of car is in excellent order. OLDSMOBILE, £225.—Tourer, sliding seat. The car has just been repainted. TALBOT DARRACQ TOURER, £350.—This is a world-famous Car. CHEVROLET TOURER, £95.—In spite of the low price being asked, this Car is mechanically perfect. xyxy=(963,378,1088,448)
section-heading: WANTED TO SELL. xyxy=(160,621,285,633)
columns xyxy=(22,36,1092,1544)
ad-body: I HAVE Removed to my Old Address, 151, Lambton quay, upstairs, near Midland Hotel, where I shall be glad to meet all my old customers. Best English Material, Quality high, Prices low. Business Suits a Speciality. xyxy=(830,104,954,139)
auction-ad xyxy=(26,718,151,799)
section-heading: BUSINESS NOTICES. xyxy=(830,38,954,50)
ad-title: ASK FOR xyxy=(877,507,907,515)
ad-signature: PUBLISHER, "Evening Post." xyxy=(188,660,257,667)
ad-title: TUESDAY, 14th SEPTEMBER, 1926, At 2.30 p.m. xyxy=(165,54,280,69)
